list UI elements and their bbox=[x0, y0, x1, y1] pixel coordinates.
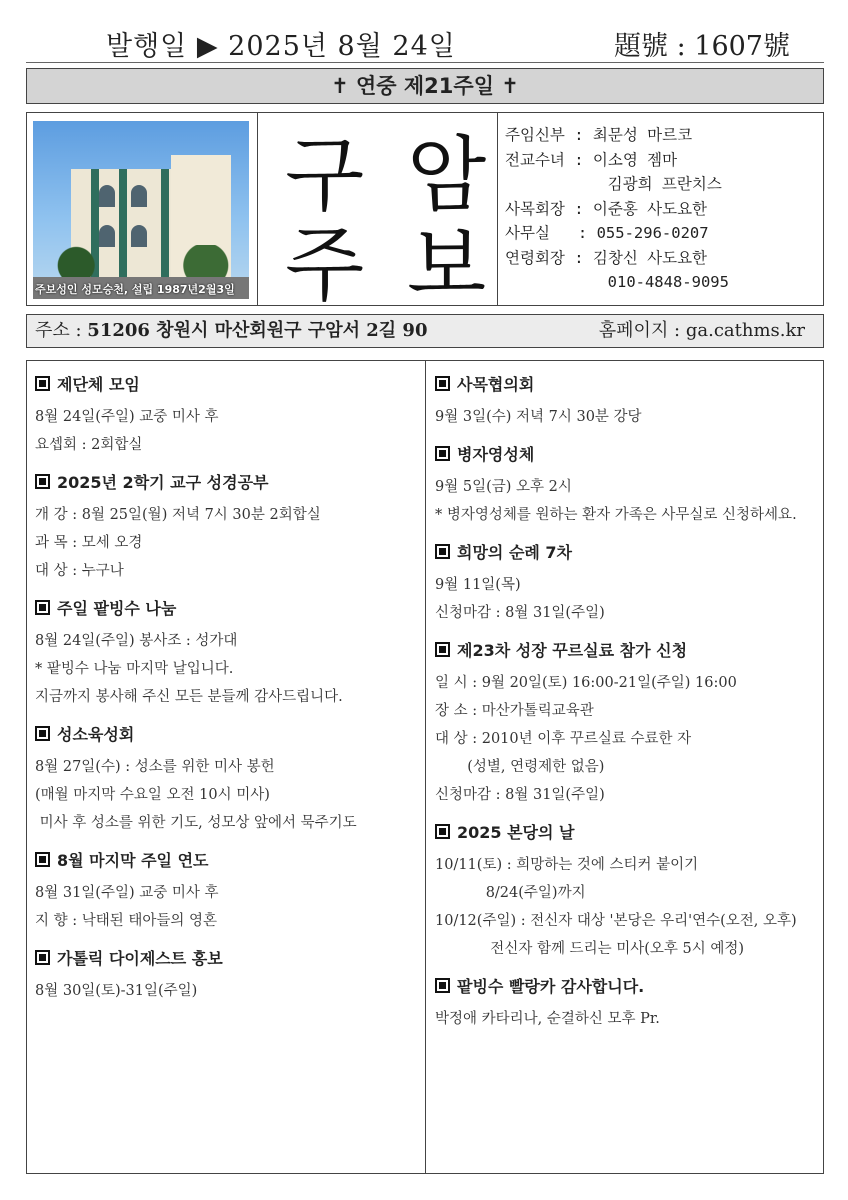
square-bullet-icon bbox=[35, 474, 50, 489]
square-bullet-icon bbox=[35, 726, 50, 741]
section-heading bbox=[35, 947, 420, 971]
section-title: 주일 팥빙수 나눔 bbox=[57, 599, 177, 618]
section-heading bbox=[435, 373, 820, 397]
masthead-divider-right bbox=[497, 113, 498, 305]
notice-section bbox=[435, 541, 820, 627]
notice-section bbox=[35, 947, 420, 1005]
square-bullet-icon bbox=[435, 824, 450, 839]
staff-line: 김광희 프란치스 bbox=[505, 175, 722, 193]
section-title: 가톨릭 다이제스트 홍보 bbox=[57, 949, 223, 968]
section-line: 과 목 : 모세 오경 bbox=[35, 535, 143, 551]
section-title: 팥빙수 빨랑카 감사합니다. bbox=[457, 977, 645, 996]
title-char-2: 암 bbox=[407, 128, 487, 223]
staff-line: 전교수녀 : 이소영 젬마 bbox=[505, 150, 678, 169]
title-char-4: 보 bbox=[407, 218, 487, 313]
staff-line: 사무실 : 055-296-0207 bbox=[505, 224, 709, 242]
publish-date: 발행일 ▶ 2025년 8월 24일 bbox=[106, 31, 456, 62]
section-line: 미사 후 성소를 위한 기도, 성모상 앞에서 묵주기도 bbox=[35, 815, 357, 831]
notice-section bbox=[35, 471, 420, 585]
section-line: 전신자 함께 드리는 미사(오후 5시 예정) bbox=[435, 941, 744, 957]
notice-board bbox=[26, 360, 824, 1174]
staff-line: 010-4848-9095 bbox=[505, 273, 729, 291]
section-title: 제23차 성장 꾸르실료 참가 신청 bbox=[457, 641, 688, 660]
square-bullet-icon bbox=[35, 852, 50, 867]
column-divider bbox=[425, 361, 426, 1173]
notice-section bbox=[35, 849, 420, 935]
notice-section bbox=[435, 639, 820, 809]
header-rule bbox=[26, 62, 824, 63]
notice-section bbox=[435, 373, 820, 431]
section-line: 대 상 : 2010년 이후 꾸르실료 수료한 자 bbox=[435, 731, 692, 747]
section-line: 신청마감 : 8월 31일(주일) bbox=[435, 787, 605, 803]
section-title: 2025년 2학기 교구 성경공부 bbox=[57, 473, 269, 492]
notice-section bbox=[35, 723, 420, 837]
section-line: 장 소 : 마산가톨릭교육관 bbox=[435, 703, 594, 719]
staff-line: 사목회장 : 이준홍 사도요한 bbox=[505, 199, 708, 218]
section-line: 8월 31일(주일) 교중 미사 후 bbox=[35, 885, 219, 901]
section-line: 9월 5일(금) 오후 2시 bbox=[435, 479, 572, 495]
photo-caption: 주보성인 성모승천, 설립 1987년2월3일 bbox=[35, 283, 235, 296]
square-bullet-icon bbox=[35, 600, 50, 615]
section-line: 8/24(주일)까지 bbox=[435, 885, 586, 901]
square-bullet-icon bbox=[35, 376, 50, 391]
left-column bbox=[35, 361, 420, 1005]
trees-image bbox=[33, 245, 249, 279]
section-line: 지 향 : 낙태된 태아들의 영혼 bbox=[35, 913, 218, 929]
notice-section bbox=[435, 821, 820, 963]
section-line: * 팥빙수 나눔 마지막 날입니다. bbox=[35, 661, 234, 677]
section-title: 8월 마지막 주일 연도 bbox=[57, 851, 209, 870]
section-line: 9월 3일(수) 저녁 7시 30분 강당 bbox=[435, 409, 642, 425]
sunday-title-banner: ✝ 연중 제21주일 ✝ bbox=[26, 68, 824, 104]
section-title: 희망의 순례 7차 bbox=[457, 543, 573, 562]
notice-section bbox=[35, 597, 420, 711]
staff-list bbox=[505, 123, 729, 295]
title-char-1: 구 bbox=[285, 128, 365, 223]
notice-section bbox=[435, 975, 820, 1033]
issue-number: 題號 : 1607號 bbox=[614, 31, 790, 62]
square-bullet-icon bbox=[435, 446, 450, 461]
square-bullet-icon bbox=[435, 376, 450, 391]
section-line: 10/11(토) : 희망하는 것에 스티커 붙이기 bbox=[435, 857, 699, 873]
section-line: 개 강 : 8월 25일(월) 저녁 7시 30분 2회합실 bbox=[35, 507, 321, 523]
section-heading bbox=[35, 471, 420, 495]
section-line: 대 상 : 누구나 bbox=[35, 563, 124, 579]
section-line: 8월 24일(주일) 봉사조 : 성가대 bbox=[35, 633, 238, 649]
notice-section bbox=[435, 443, 820, 529]
address-value: 51206 창원시 마산회원구 구암서 2길 90 bbox=[87, 320, 428, 341]
square-bullet-icon bbox=[435, 544, 450, 559]
section-heading bbox=[35, 849, 420, 873]
section-line: 8월 24일(주일) 교중 미사 후 bbox=[35, 409, 219, 425]
section-heading bbox=[35, 373, 420, 397]
section-line: * 병자영성체를 원하는 환자 가족은 사무실로 신청하세요. bbox=[435, 507, 797, 523]
title-char-3: 주 bbox=[285, 218, 365, 313]
section-line: 9월 11일(목) bbox=[435, 577, 521, 593]
section-heading bbox=[35, 597, 420, 621]
address-bar bbox=[26, 314, 824, 348]
square-bullet-icon bbox=[435, 978, 450, 993]
section-title: 병자영성체 bbox=[457, 445, 535, 464]
section-heading bbox=[435, 639, 820, 663]
section-line: 8월 27일(수) : 성소를 위한 미사 봉헌 bbox=[35, 759, 275, 775]
section-line: 8월 30일(토)-31일(주일) bbox=[35, 983, 198, 999]
masthead-divider-left bbox=[257, 113, 258, 305]
section-line: 지금까지 봉사해 주신 모든 분들께 감사드립니다. bbox=[35, 689, 343, 705]
staff-line: 연령회장 : 김창신 사도요한 bbox=[505, 248, 708, 267]
section-title: 제단체 모임 bbox=[57, 375, 140, 394]
section-heading bbox=[435, 443, 820, 467]
section-heading bbox=[435, 821, 820, 845]
issue-header bbox=[100, 22, 800, 62]
section-line: 박정애 카타리나, 순결하신 모후 Pr. bbox=[435, 1011, 660, 1027]
square-bullet-icon bbox=[435, 642, 450, 657]
section-line: 요셉회 : 2회합실 bbox=[35, 437, 143, 453]
notice-section bbox=[35, 373, 420, 459]
section-title: 사목협의회 bbox=[457, 375, 535, 394]
staff-line: 주임신부 : 최문성 마르코 bbox=[505, 126, 693, 144]
section-heading bbox=[435, 975, 820, 999]
section-line: (매월 마지막 수요일 오전 10시 미사) bbox=[35, 787, 270, 803]
section-title: 성소육성회 bbox=[57, 725, 135, 744]
address bbox=[35, 315, 427, 347]
section-line: 신청마감 : 8월 31일(주일) bbox=[435, 605, 605, 621]
section-heading bbox=[435, 541, 820, 565]
square-bullet-icon bbox=[35, 950, 50, 965]
right-column bbox=[435, 361, 820, 1033]
masthead bbox=[26, 112, 824, 313]
homepage: 홈페이지 : ga.cathms.kr bbox=[598, 320, 805, 341]
section-line: (성별, 연령제한 없음) bbox=[435, 759, 605, 775]
section-line: 일 시 : 9월 20일(토) 16:00-21일(주일) 16:00 bbox=[435, 675, 737, 691]
address-label: 주소 : bbox=[35, 320, 88, 341]
section-line: 10/12(주일) : 전신자 대상 '본당은 우리'연수(오전, 오후) bbox=[435, 913, 797, 929]
section-title: 2025 본당의 날 bbox=[457, 823, 575, 842]
section-heading bbox=[35, 723, 420, 747]
church-photo bbox=[33, 121, 249, 299]
